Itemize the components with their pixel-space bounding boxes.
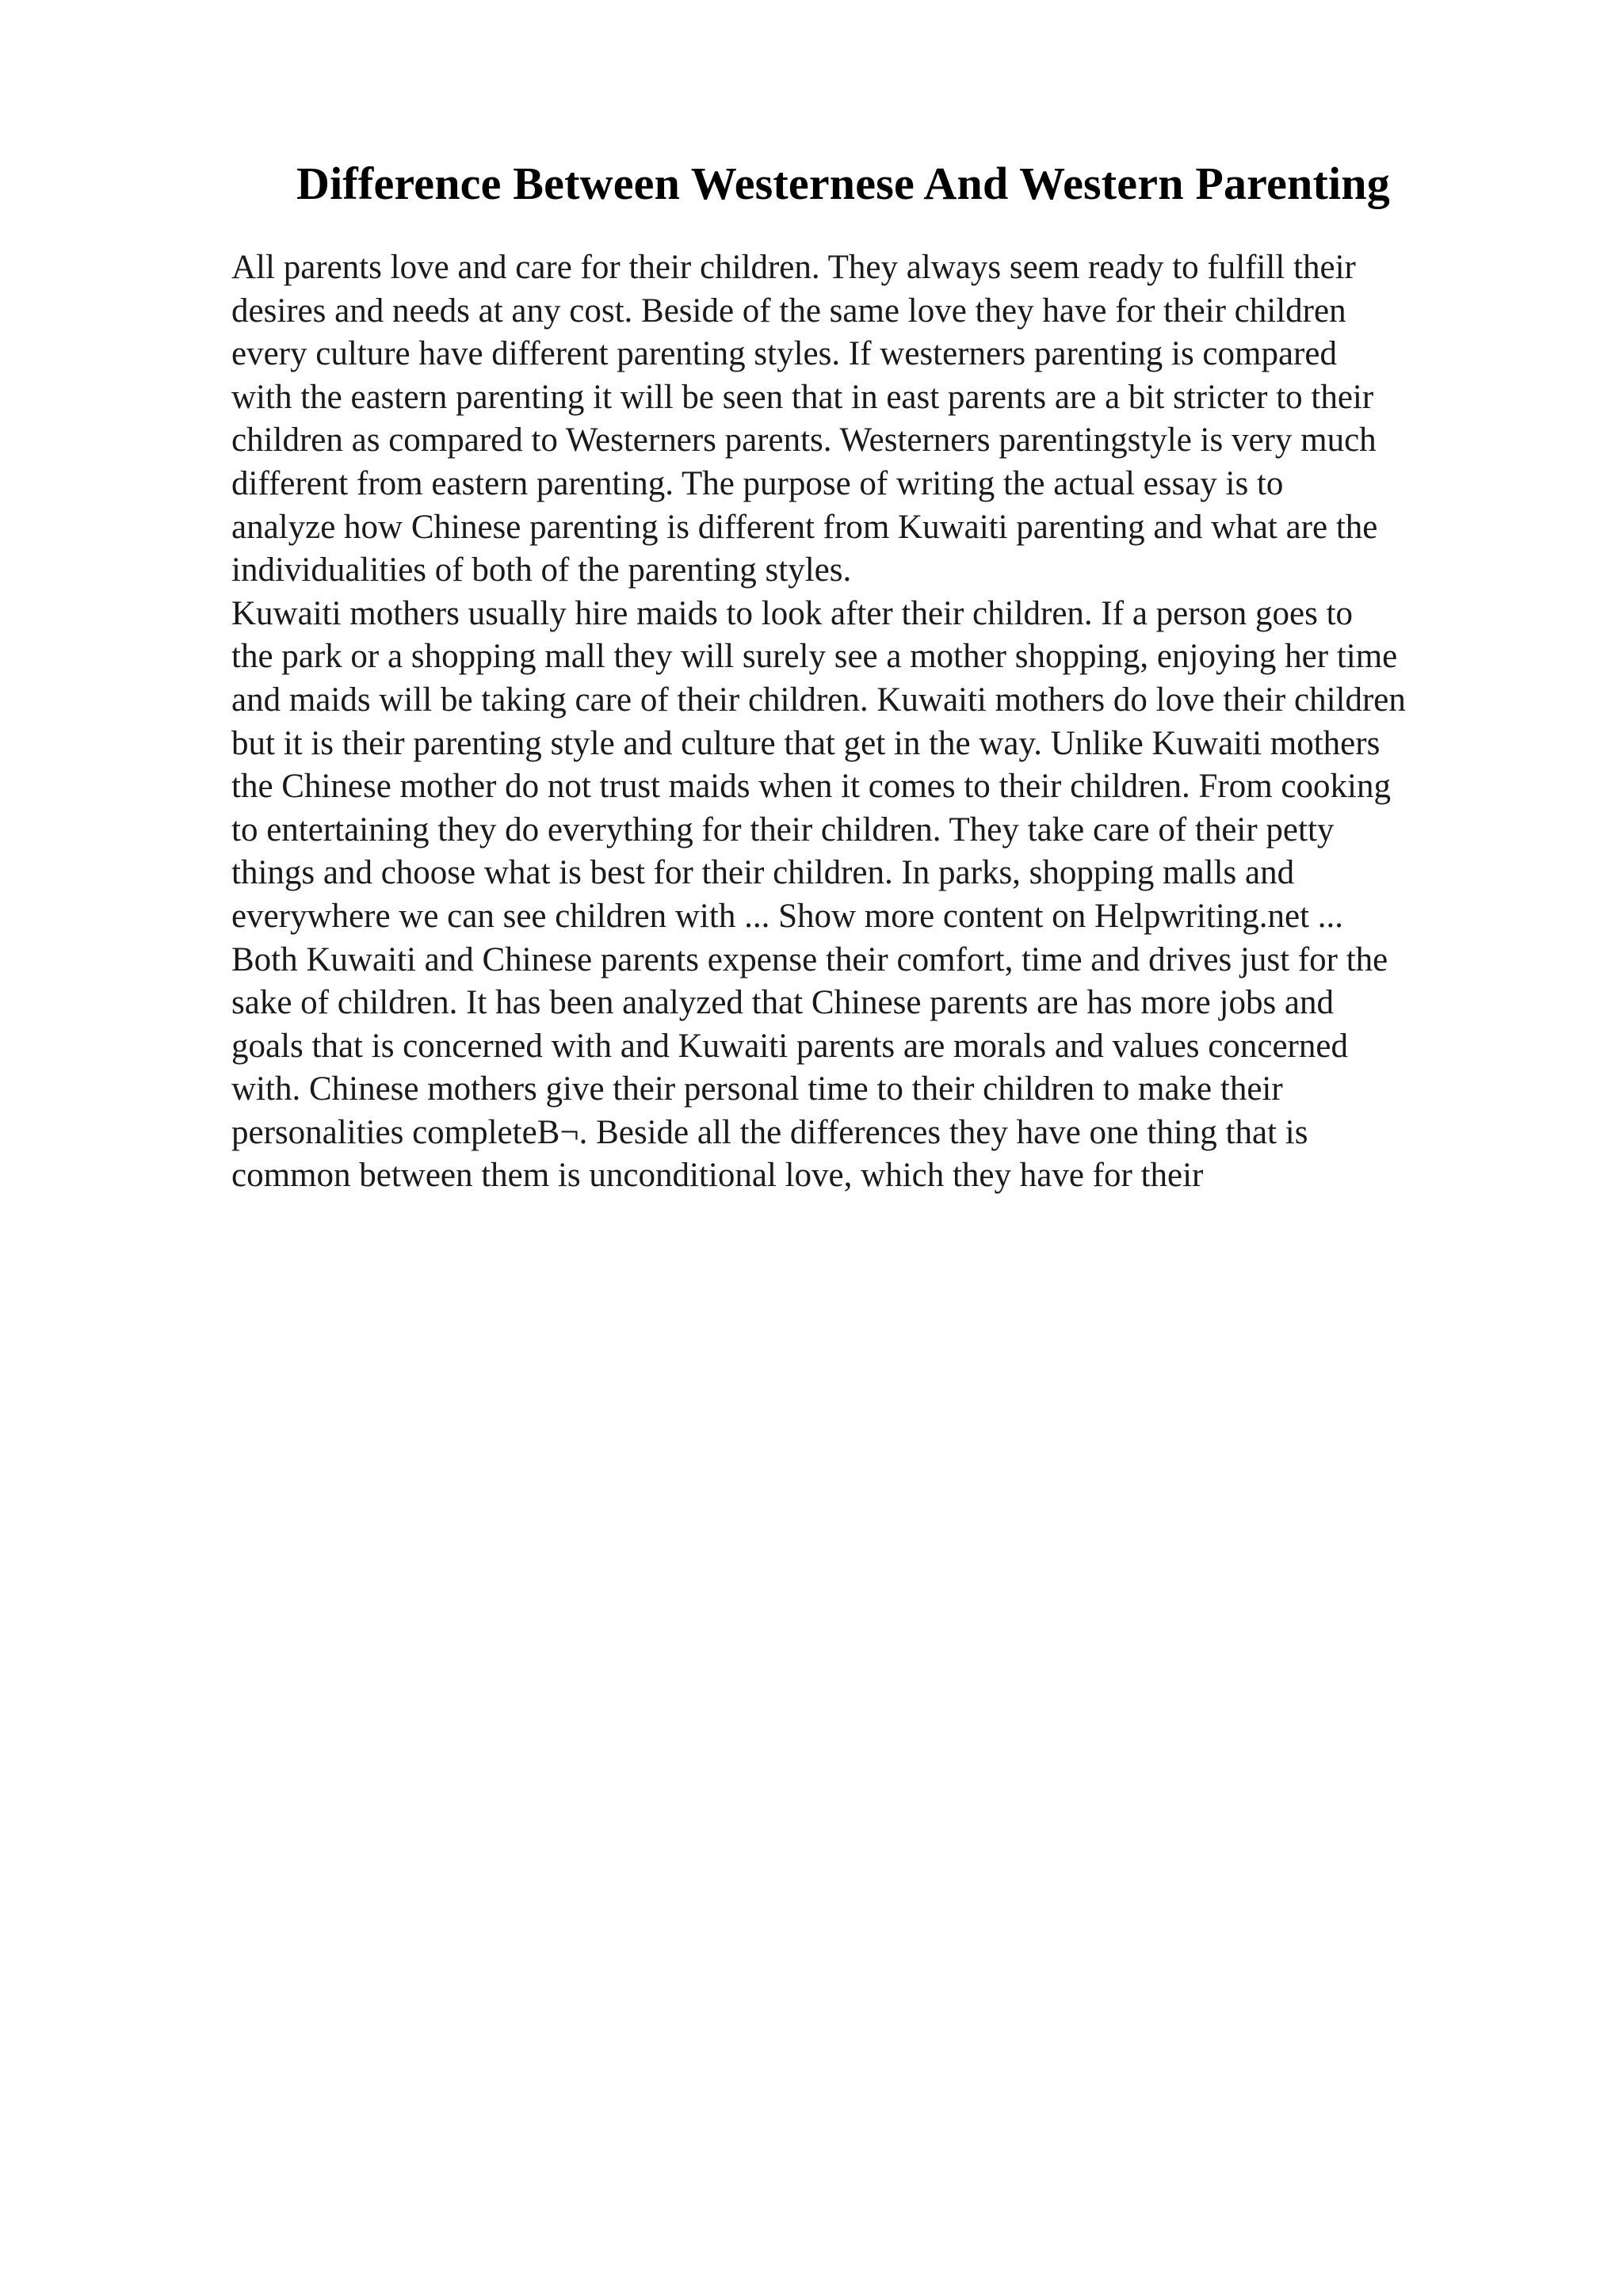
text-line: and maids will be taking care of their children. Kuwaiti mothers do love their children (231, 681, 1406, 719)
page-title: Difference Between Westernese And Western Parenting (296, 158, 1390, 209)
text-line: analyze how Chinese parenting is different from Kuwaiti parenting and what are the (231, 508, 1378, 546)
text-line: Both Kuwaiti and Chinese parents expense their comfort, time and drives just for the (231, 940, 1388, 978)
text-line: the Chinese mother do not trust maids when it comes to their children. From cooking (231, 768, 1391, 806)
text-line: different from eastern parenting. The purpose of writing the actual essay is to (231, 464, 1284, 502)
text-line: sake of children. It has been analyzed that Chinese parents are has more jobs and (231, 984, 1335, 1022)
text-line: with. Chinese mothers give their personal time to their children to make their (231, 1070, 1283, 1108)
text-line: All parents love and care for their children. They always seem ready to fulfill their (231, 249, 1356, 286)
essay-body (231, 246, 1531, 1198)
text-line: individualities of both of the parenting styles. (231, 551, 852, 589)
text-line: the park or a shopping mall they will surely see a mother shopping, enjoying her time (231, 638, 1398, 676)
text-line: goals that is concerned with and Kuwaiti parents are morals and values concerned (231, 1027, 1348, 1065)
text-line: with the eastern parenting it will be seen that in east parents are a bit stricter to their (231, 378, 1374, 416)
text-line: common between them is unconditional love, which they have for their (231, 1157, 1204, 1195)
text-line: personalities completeВ¬. Beside all the differences they have one thing that is (231, 1113, 1308, 1151)
text-line: children as compared to Westerners parents. Westerners parentingstyle is very much (231, 421, 1377, 460)
text-line: everywhere we can see children with ... Show more content on Helpwriting.net ... (231, 897, 1344, 935)
text-line: things and choose what is best for their children. In parks, shopping malls and (231, 854, 1295, 892)
text-line: every culture have different parenting styles. If westerners parenting is compared (231, 335, 1337, 373)
text-line: to entertaining they do everything for their children. They take care of their petty (231, 810, 1335, 849)
text-line: desires and needs at any cost. Beside of the same love they have for their children (231, 292, 1346, 330)
text-line: Kuwaiti mothers usually hire maids to look after their children. If a person goes to (231, 594, 1354, 632)
text-line: but it is their parenting style and culture that get in the way. Unlike Kuwaiti mothers (231, 724, 1381, 762)
